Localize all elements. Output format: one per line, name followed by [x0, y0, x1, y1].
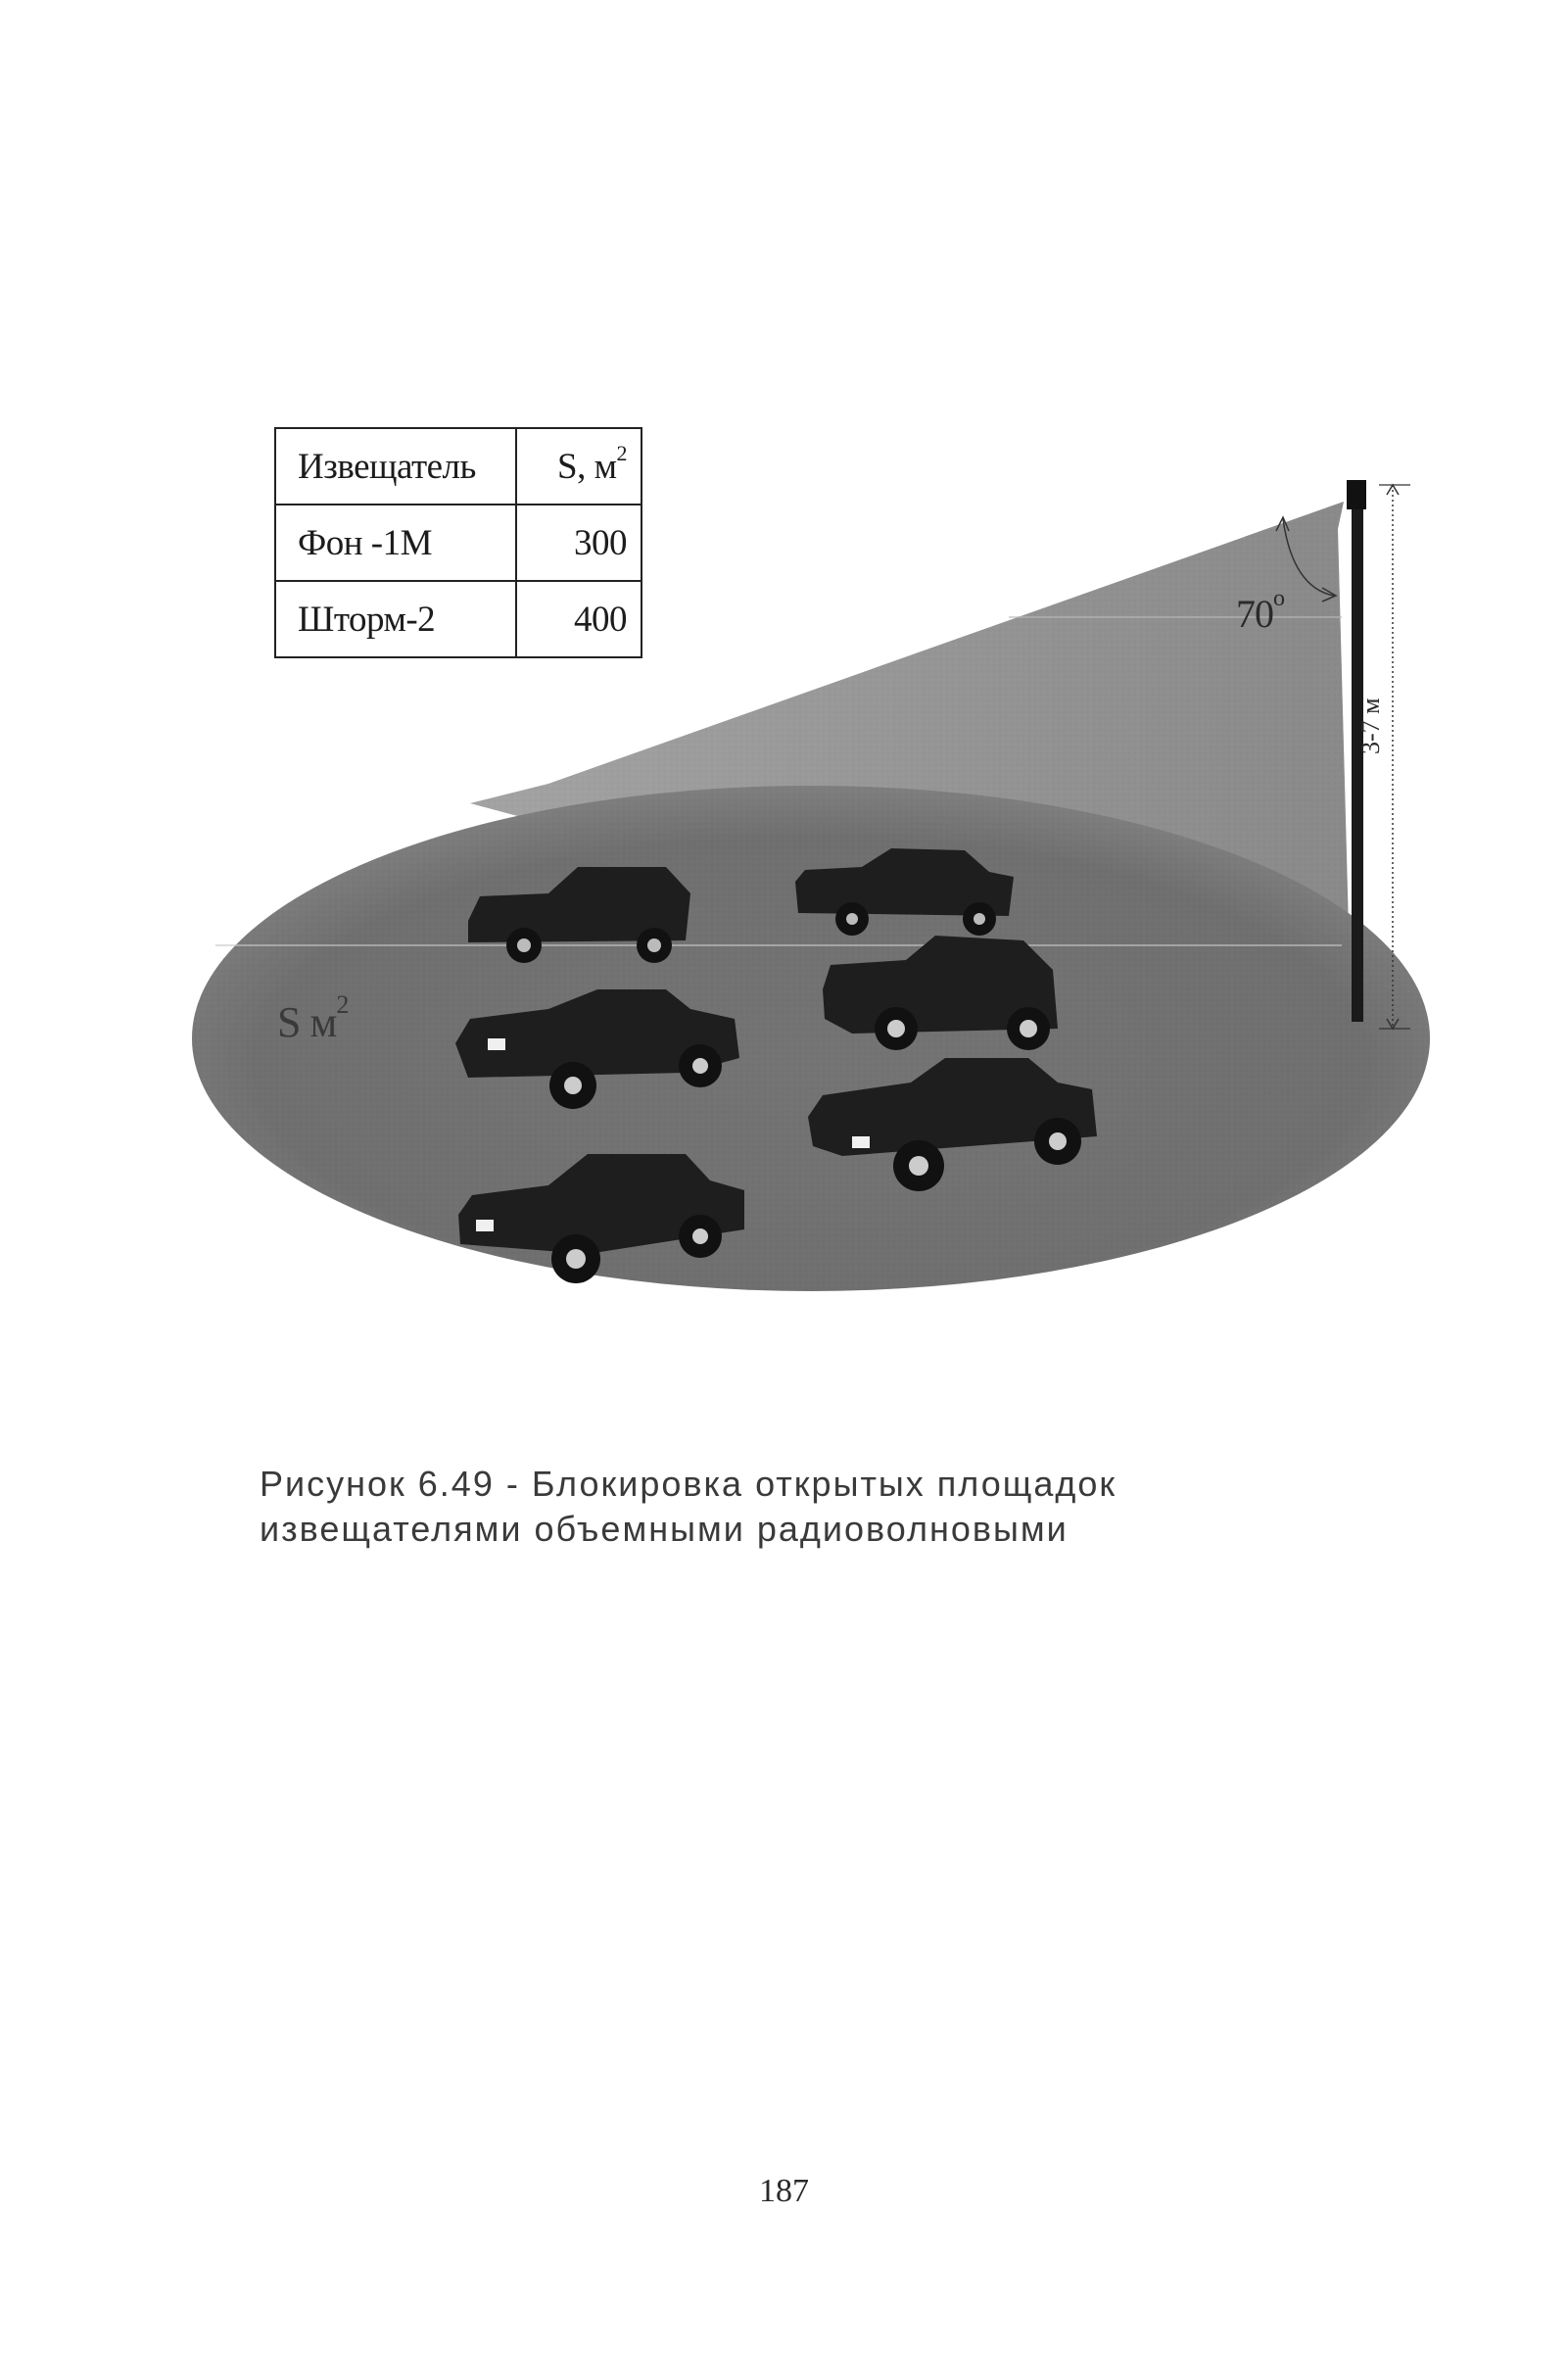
area-label	[277, 990, 349, 1047]
header-area-sup: 2	[616, 440, 627, 465]
row-detector: Фон -1М	[275, 505, 516, 581]
area-text: S м	[277, 998, 337, 1046]
page-number: 187	[759, 2173, 809, 2209]
caption-line-1: Рисунок 6.49 - Блокировка открытых площадок	[260, 1464, 1117, 1504]
detector-table	[274, 427, 642, 658]
figure-caption	[260, 1462, 1337, 1552]
row-area: 400	[516, 581, 641, 657]
header-detector: Извещатель	[275, 428, 516, 505]
detector-head	[1347, 480, 1366, 509]
area-sup: 2	[336, 990, 349, 1019]
table-header-row	[275, 428, 641, 505]
angle-label	[1236, 586, 1284, 637]
angle-value: 70	[1236, 592, 1273, 636]
caption-line-2: извещателями объемными радиоволновыми	[260, 1509, 1069, 1549]
height-label: 3-7 м	[1356, 698, 1385, 754]
angle-sup: o	[1273, 586, 1284, 611]
header-area-text: S, м	[557, 446, 617, 487]
table-row	[275, 505, 641, 581]
table-row	[275, 581, 641, 657]
header-area	[516, 428, 641, 505]
row-detector: Шторм-2	[275, 581, 516, 657]
row-area: 300	[516, 505, 641, 581]
